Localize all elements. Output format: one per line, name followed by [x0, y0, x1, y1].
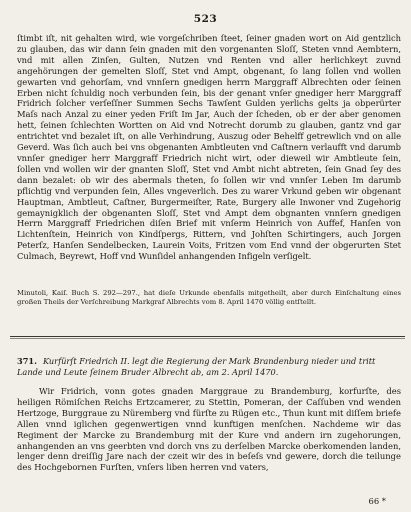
- source-note: Minutoli, Kaiſ. Buch S. 292—297., hat dieſe Urkunde ebenfalls mitgetheilt, aber durch Einſchaltung eines großen Theils der Verſchreibung Markgraf Albrechts vom 8. April 1470 völlig entſtellt.: [17, 289, 401, 307]
- document-paragraph: Wir Fridrich, vonn gotes gnaden Marggraue zu Brandemburg, korfurſte, des heiligen Römiſchen Reichs Ertzcamerer, zu Stettin, Pomeran, der Caſſuben vnd wenden Hertzoge, Burggraue zu Nüremberg vnd fürſte zu Rügen etc., Thun kunt mit diſſem briefe Allen vnnd iglichen gegenwertigen vnnd kunftigen menſchen. Nachdeme wir das Regiment der Marcke zu Brandemburg mit der Kure vnd andern irn zugehorungen, anhangenden an vns geerbten vnd dorch vns zu derſelben Marcke oberkomenden landen, lenger denn dreiſſig Jare nach der czeit wir des in beſeſs vnd gewere, dorch die teilunge des Hochgebornen Furſten, vnſers liben herren vnd vaters,: [17, 386, 401, 473]
- document-title: Kurfürſt Friedrich II. legt die Regierung der Mark Brandenburg nieder und tritt Lande und Leute ſeinem Bruder Albrecht ab, am 2. April 1470.: [17, 356, 376, 377]
- charter-text-continuation: [17, 33, 401, 262]
- section-divider: [10, 336, 405, 337]
- page-number: 523: [193, 13, 218, 25]
- document-number: 371.: [17, 356, 37, 366]
- charter-paragraph: ſtimbt iſt, nit gehalten wird, wie vorgeſchriben ſteet, ſeiner gnaden wort on Aid gentzlich zu glauben, das wir dann ſein gnaden mit den vorgenanten Sloſſ, Steten vnnd Aembtern, vnd mit allen Zinſen, Gulten, Nutzen vnd Renten vnd aller herlichkeyt zuvnd angehörungen der gemelten Sloſſ, Stet vnd Ampt, obgenant, ſo lang ſollen vnd wollen gewarten vnd gehorſam, vnd vnnſern gnedigen herrn Marggraff Albrechten oder ſeinen Erben nicht ſchuldig noch verbunden ſein, bis der genant vnſer gnediger herr Marggraff Fridrich ſolcher verſeſſner Summen Sechs Tawſent Gulden yerlichs gelts ja obperürter Maſs nach Anzal zu einer yeden Friſt Im Jar, Auch der ſcheden, ob er der aber genomen hett, ſeinen ſchlechten Wortten on Aid vnd Notrecht dorumb zu glauben, gantz vnd gar entrichtet vnd bezalet iſt, on alle Verhindrung, Auszug oder Behelff getrewlich vnd on alle Geverd. Was ſich auch bei vns obgenanten Ambtleuten vnd Caſtnern verlaufft vnd darumb vnnſer gnediger herr Marggraff Friedrich nicht wirt, oder dieweil wir Ambtleute ſein, ſollen vnd wollen wir der gnanten Sloſſ, Stet vnd Ambt nicht abtreten, ſein Gnad ſey des dann bezalet: ob wir des abermals theten, ſo ſollen wir vnd vnnſer Leben Im darumb pflichtig vnd verpunden ſein, Alles vngeverlich. Des zu warer Vrkund geben wir obgenant Hauptman, Ambtleut, Caſtner, Burgermeiſter, Rate, Burgery alle Inwoner vnd Zugehorig gemaynigklich der obgenanten Sloſſ, Stet vnd Ampt dem obgnanten vnnſern gnedigen Herrn Marggraff Friedrichen diſen Brief mit vnſerm Heinrich von Auffef, Hanſen von Lichtenſtein, Heinrich von Kindſpergs, Rittern, vnd Johſten Schirtingers, auch Jorgen Peterſz, Hanſen Sendelbecken, Laurein Voits, Fritzen vom End vnnd der obgerurten Stet Culmach, Beyrewt, Hoff vnd Wunſidel anhangenden Infigeln verſigelt.: [17, 33, 401, 262]
- document-heading: [17, 356, 401, 378]
- signature-mark: 66 *: [368, 496, 386, 506]
- document-body: [17, 386, 401, 473]
